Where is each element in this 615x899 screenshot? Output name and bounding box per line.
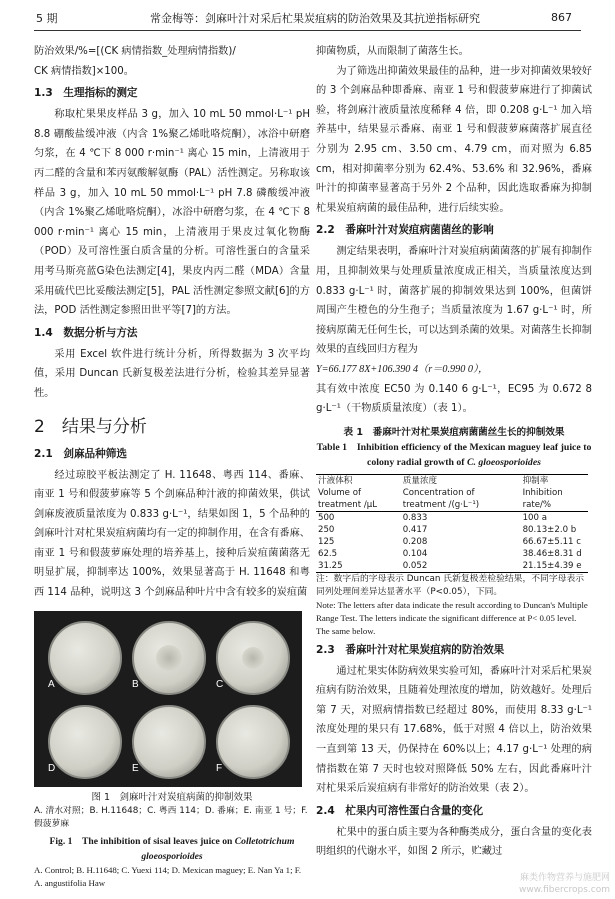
header-rule: [34, 30, 581, 31]
table-cell: 125: [318, 536, 335, 547]
screening-paragraph: 为了筛选出抑菌效果最佳的品种，进一步对抑菌效果较好的 3 个剑麻品种即番麻、南亚 1 号和假菠萝麻进行了抑菌试验，将剑麻汁液质量浓度稀释 4 倍，即 0.208 g·L⁻¹ 加入培养基中，结果显示番麻、南亚 1 号和假菠萝麻菌落扩展直径分别为 2.95 cm、3.50 cm、4.79 cm，而对照为 6.85 cm，相对抑菌率分别为 62.4%、53.6% 和 32.96%，番麻叶汁的抑菌率显著高于另外 2 个品种，因此选取番麻为抑制杧果炭疽病菌的最佳品种，进行后续实验。: [316, 65, 592, 214]
table-row: [316, 524, 588, 536]
table-1-title-en-species: C. gloeosporioides: [466, 456, 541, 468]
table-cell: 100 a: [522, 512, 547, 523]
figure-1-caption-en-text: Fig. 1 The inhibition of sisal leaves juice on: [49, 835, 235, 847]
issue-number: 5 期: [36, 12, 58, 25]
table-cell: 0.052: [402, 560, 428, 571]
table-header-cn-concentration: 质量浓度: [402, 475, 438, 486]
table-cell: 62.5: [318, 548, 338, 559]
page-number: 867: [551, 11, 572, 24]
table-cell: 0.833: [402, 512, 428, 523]
petri-dish-a: [48, 621, 122, 695]
regression-equation: Y=66.177 8X+106.390 4（r＝0.990 0），: [316, 363, 489, 375]
table-1-note-cn: 注：数字后的字母表示 Duncan 氏新复极差检验结果，不同字母表示同列处理间差异达显著水平（P<0.05），下同。: [316, 573, 585, 597]
section-2-1-heading: 2.1 剑麻品种筛选: [34, 447, 127, 460]
table-cell: 21.15±4.39 e: [522, 560, 582, 571]
section-2-4-heading: 2.4 杧果内可溶性蛋白含量的变化: [316, 804, 484, 817]
table-header-row-cn: [316, 474, 588, 487]
dish-label-b: B: [132, 678, 139, 690]
table-cell: 38.46±8.31 d: [522, 548, 582, 559]
section-2-heading: 2 结果与分析: [34, 416, 147, 437]
section-2-3-body: 通过杧果实体防病效果实验可知，番麻叶汁对采后杧果炭疽病有防治效果，且随着处理浓度的增加，防效越好。处理后第 7 天，对照病情指数已经超过 80%，而使用 8.33 g·L⁻¹ 浓度处理的果只有 17.68%，低于对照 4 倍以上，防治效果一直到第 13 天，仍保持在 60%以上；4.17 g·L⁻¹ 处理的病情指数在第 7 天时也较对照降低 50% 左右，因此番麻叶汁对杧果采后炭疽病有非常好的防治效果（表 2）。: [316, 665, 592, 795]
table-row: [316, 536, 588, 548]
figure-1-petri-dishes: [34, 611, 302, 787]
table-header-en-volume: Volume of treatment /μL: [318, 487, 377, 510]
section-2-1-body: 经过琼胶平板法测定了 H. 11648、粤西 114、番麻、南亚 1 号和假菠萝麻等 5 个剑麻品种汁液的抑菌效果，供试剑麻废液质量浓度为 0.833 g·L⁻¹，结果如图 1，5 个品种的剑麻叶汁对杧果炭疽病菌均有一定的抑制作用，在含有番麻、南亚 1 号和假菠萝麻处理的培养基上，接种后炭疽菌菌落无明显扩展，抑制率达 100%，效果显著高于 H. 11648 和粤西 114 品种，说明这 3 个剑麻品种叶片中含有较多的炭疽菌: [34, 469, 310, 599]
formula-line-2: CK 病情指数]×100。: [34, 65, 134, 77]
table-header-en-concentration: Concentration of treatment /(g·L⁻¹): [402, 487, 480, 510]
right-column: [316, 42, 592, 862]
table-header-en-inhibition: Inhibition rate/%: [522, 487, 563, 510]
table-row: [316, 511, 588, 524]
petri-dish-b: [132, 621, 206, 695]
table-cell: 0.417: [402, 524, 428, 535]
section-1-4-heading: 1.4 数据分析与方法: [34, 326, 138, 339]
figure-1-caption-cn: 图 1 剑麻叶汁对炭疽病菌的抑制效果: [91, 791, 253, 803]
table-row: [316, 548, 588, 560]
watermark: 麻类作物营养与施肥网 www.fibercrops.com: [519, 873, 610, 895]
running-header: [0, 0, 615, 30]
section-2-2-heading: 2.2 番麻叶汁对炭疽病菌菌丝的影响: [316, 224, 494, 237]
section-2-2-tail: 其有效中浓度 EC50 为 0.140 6 g·L⁻¹，EC95 为 0.672 8 g·L⁻¹（干物质质量浓度）（表 1）。: [316, 383, 592, 415]
dish-label-f: F: [216, 762, 223, 774]
left-column: [34, 42, 310, 890]
figure-1-note-cn: A. 清水对照；B. H.11648；C. 粤西 114；D. 番麻；E. 南亚 1 号；F. 假菠萝麻: [34, 805, 308, 829]
petri-dish-e: [132, 705, 206, 779]
running-title: 常金梅等：剑麻叶汁对采后杧果炭疽病的防治效果及其抗逆指标研究: [150, 12, 480, 25]
figure-1-caption-en: [34, 834, 310, 864]
section-2-3-heading: 2.3 番麻叶汁对杧果炭疽病的防治效果: [316, 643, 505, 656]
table-header-cn-inhibition: 抑制率: [522, 475, 549, 486]
table-cell: 31.25: [318, 560, 343, 571]
petri-dish-f: [216, 705, 290, 779]
section-1-4-body: 采用 Excel 软件进行统计分析，所得数据为 3 次平均值，采用 Duncan 氏新复极差法进行分析，检验其差异显著性。: [34, 348, 310, 399]
table-cell: 0.104: [402, 548, 428, 559]
figure-1-note-en: A. Control; B. H.11648; C. Yuexi 114; D. Mexican maguey; E. Nan Ya 1; F. A. angustifolia Haw: [34, 864, 302, 888]
table-1-title-en-text: Table 1 Inhibition efficiency of the Mexican maguey leaf juice to colony radial growth of: [316, 441, 592, 468]
petri-dish-c: [216, 621, 290, 695]
section-1-3-heading: 1.3 生理指标的测定: [34, 87, 138, 100]
table-1-note-en: Note: The letters after data indicate the result according to Duncan's Multiple Range Test. The letters indicate the significant difference at P< 0.05 level. The same below.: [316, 599, 588, 636]
table-cell: 66.67±5.11 c: [522, 536, 581, 547]
dish-label-d: D: [48, 762, 56, 774]
table-cell: 0.208: [402, 536, 428, 547]
table-cell: 500: [318, 512, 335, 523]
figure-1-caption-en-species: Colletotrichum gloeosporioides: [141, 835, 295, 862]
table-cell: 250: [318, 524, 335, 535]
table-1-title-cn: 表 1 番麻叶汁对杧果炭疽病菌菌丝生长的抑制效果: [343, 426, 565, 438]
continued-paragraph: 抑菌物质，从而限制了菌落生长。: [316, 46, 469, 57]
table-1: [316, 474, 588, 573]
formula-line-1: 防治效果/%=[(CK 病情指数_处理病情指数)/: [34, 46, 236, 57]
dish-label-e: E: [132, 762, 139, 774]
colony-c: [242, 647, 264, 669]
colony-b: [156, 645, 182, 671]
petri-dish-d: [48, 705, 122, 779]
dish-label-a: A: [48, 678, 55, 690]
table-row: [316, 560, 588, 573]
table-cell: 80.13±2.0 b: [522, 524, 577, 535]
table-header-row-en: [316, 487, 588, 512]
section-2-4-body: 杧果中的蛋白质主要为各种酶类成分，蛋白含量的变化表明组织的代谢水平，如图 2 所示，贮藏过: [316, 826, 592, 858]
table-1-title-en: [316, 440, 592, 470]
table-header-cn-volume: 汁液体积: [318, 475, 353, 486]
section-1-3-body: 称取杧果果皮样品 3 g，加入 10 mL 50 mmol·L⁻¹ pH 8.8 硼酸盐缓冲液（内含 1%聚乙烯吡咯烷酮），冰浴中研磨匀浆，在 4 ℃下 8 000 r·min⁻¹ 离心 15 min，上清液用于丙二醛的含量和苯丙氨酸解氨酶（PAL）活性测定。另称取该样品 3 g，加入 10 mL 50 mmol·L⁻¹ pH 7.8 磷酸缓冲液（内含 1%聚乙烯吡咯烷酮），冰浴中研磨匀浆，在 4 ℃下 8 000 r·min⁻¹ 离心 15 min，上清液用于果皮过氧化物酶（POD）及可溶性蛋白质含量的分析。可溶性蛋白的含量采用考马斯亮蓝G染色法测定[4]，果皮内丙二醛（MDA）含量采用硫代巴比妥酸法测定[5]，PAL 活性测定参照文献[6]的方法，POD 活性测定参照田世平等[7]的方法。: [34, 109, 310, 317]
section-2-2-body: 测定结果表明，番麻叶汁对炭疽病菌菌落的扩展有抑制作用，且抑制效果与处理质量浓度成正相关，当质量浓度达到 0.833 g·L⁻¹ 时，菌落扩展的抑制效果达到 100%，但菌饼周围产生橙色的分生孢子；当质量浓度为 1.67 g·L⁻¹ 时，所接病原菌无任何生长，可以达到杀菌的效果。对菌落生长抑制效果的直线回归方程为: [316, 246, 592, 356]
dish-label-c: C: [216, 678, 224, 690]
